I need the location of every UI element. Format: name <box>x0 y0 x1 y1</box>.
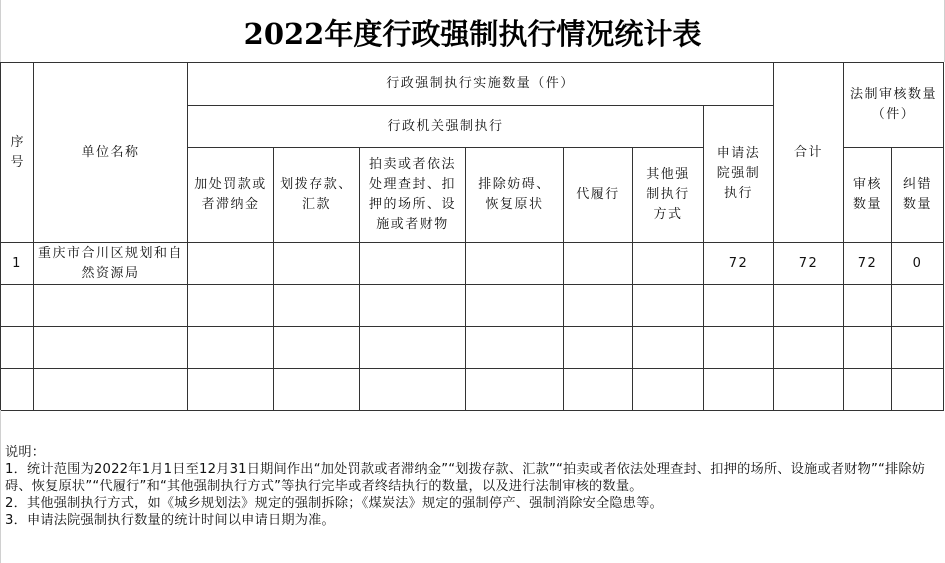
header-transfer: 划拨存款、汇款 <box>274 148 360 243</box>
header-auction: 拍卖或者依法处理查封、扣押的场所、设施或者财物 <box>360 148 466 243</box>
row-auction <box>360 243 466 285</box>
note-item-2: 2．其他强制执行方式，如《城乡规划法》规定的强制拆除；《煤炭法》规定的强制停产、强制消除安全隐患等。 <box>5 496 663 511</box>
header-total: 合计 <box>774 63 844 243</box>
row-total: 72 <box>774 243 844 285</box>
row-substitute <box>564 243 633 285</box>
header-seq: 序号 <box>1 63 34 243</box>
table-row-empty <box>1 327 944 369</box>
title-row <box>0 0 945 62</box>
header-unit-name: 单位名称 <box>34 63 188 243</box>
header-implement-group: 行政强制执行实施数量（件） <box>188 63 774 106</box>
table-row-empty <box>1 285 944 327</box>
header-remove: 排除妨碍、恢复原状 <box>466 148 564 243</box>
header-agency-group: 行政机关强制执行 <box>188 106 704 148</box>
note-item-3: 3．申请法院强制执行数量的统计时间以申请日期为准。 <box>5 513 335 528</box>
row-remove <box>466 243 564 285</box>
row-transfer <box>274 243 360 285</box>
notes-heading: 说明： <box>5 445 46 460</box>
header-review-group: 法制审核数量（件） <box>844 63 944 148</box>
row-unit: 重庆市合川区规划和自然资源局 <box>34 243 188 285</box>
header-reviewed: 审核数量 <box>844 148 892 243</box>
row-seq: 1 <box>1 243 34 285</box>
row-reviewed: 72 <box>844 243 892 285</box>
table-row-empty <box>1 369 944 411</box>
notes-section <box>0 410 944 563</box>
row-court: 72 <box>704 243 774 285</box>
table-row <box>1 243 944 285</box>
header-fine: 加处罚款或者滞纳金 <box>188 148 274 243</box>
row-corrected: 0 <box>892 243 944 285</box>
header-substitute: 代履行 <box>564 148 633 243</box>
row-other <box>633 243 704 285</box>
page-title: 2022年度行政强制执行情况统计表 <box>243 16 702 51</box>
header-other: 其他强制执行方式 <box>633 148 704 243</box>
header-corrected: 纠错数量 <box>892 148 944 243</box>
note-item-1: 1．统计范围为2022年1月1日至12月31日期间作出“加处罚款或者滞纳金”“划拨存款、汇款”“拍卖或者依法处理查封、扣押的场所、设施或者财物”“排除妨碍、恢复原状”“代履行”和“其他强制执行方式”等执行完毕或者终结执行的数量，以及进行法制审核的数量。 <box>5 462 926 494</box>
row-fine <box>188 243 274 285</box>
statistics-table <box>0 62 944 411</box>
header-court: 申请法院强制执行 <box>704 106 774 243</box>
